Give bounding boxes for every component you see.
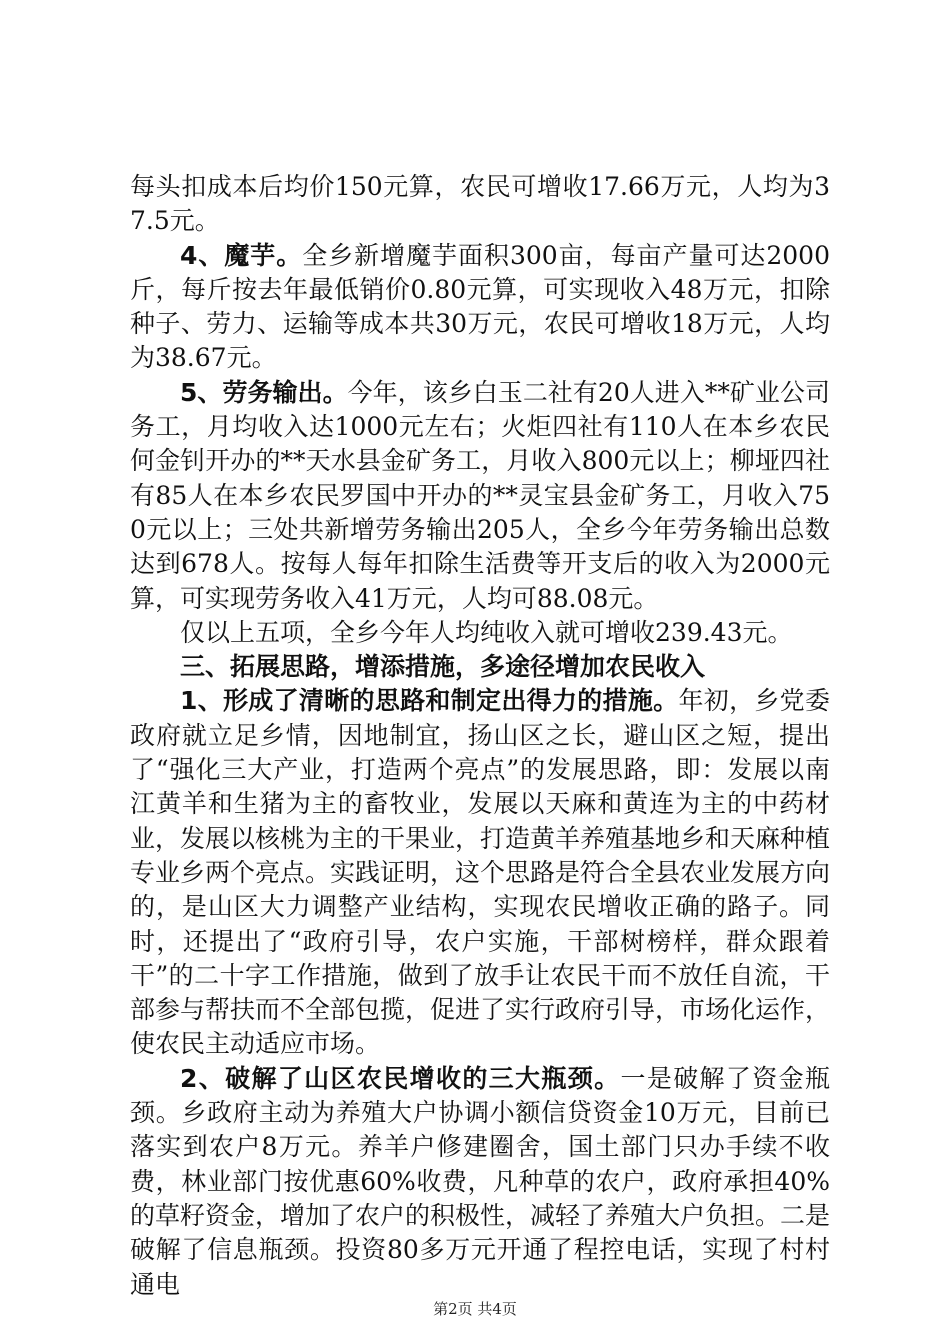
paragraph-summary	[130, 616, 830, 650]
paragraph-heading: 2、破解了山区农民增收的三大瓶颈。	[180, 1063, 621, 1093]
paragraph-continuation	[130, 170, 830, 239]
paragraph-heading: 4、魔芋。	[180, 240, 303, 270]
document-body	[130, 170, 830, 1302]
paragraph-text: 今年，该乡白玉二社有20人进入**矿业公司务工，月均收入达1000元左右；火炬四社有110人在本乡农民何金钊开办的**天水县金矿务工，月收入800元以上；柳垭四社有85人在本乡农民罗国中开办的**灵宝县金矿务工，月收入750元以上；三处共新增劳务输出205人，全乡今年劳务输出总数达到678人。按每人每年扣除生活费等开支后的收入为2000元算，可实现劳务收入41万元，人均可88.08元。	[130, 377, 830, 613]
paragraph-konjac	[130, 239, 830, 376]
section-heading: 三、拓展思路，增添措施，多途径增加农民收入	[180, 652, 706, 682]
paragraph-ideas	[130, 684, 830, 1061]
paragraph-labor-export	[130, 376, 830, 616]
paragraph-text: 年初，乡党委政府就立足乡情，因地制宜，扬山区之长，避山区之短，提出了“强化三大产业，打造两个亮点”的发展思路，即：发展以南江黄羊和生猪为主的畜牧业，发展以天麻和黄连为主的中药材业，发展以核桃为主的干果业，打造黄羊养殖基地乡和天麻种植专业乡两个亮点。实践证明，这个思路是符合全县农业发展方向的，是山区大力调整产业结构，实现农民增收正确的路子。同时，还提出了“政府引导，农户实施，干部树榜样，群众跟着干”的二十字工作措施，做到了放手让农民干而不放任自流，干部参与帮扶而不全部包揽，促进了实行政府引导，市场化运作，使农民主动适应市场。	[130, 686, 831, 1059]
paragraph-text: 一是破解了资金瓶颈。乡政府主动为养殖大户协调小额信贷资金10万元，目前已落实到农户8万元。养羊户修建圈舍，国土部门只办手续不收费，林业部门按优惠60%收费，凡种草的农户，政府承担40%的草籽资金，增加了农户的积极性，减轻了养殖大户负担。二是破解了信息瓶颈。投资80多万元开通了程控电话，实现了村村通电	[130, 1063, 831, 1299]
paragraph-text: 仅以上五项，全乡今年人均纯收入就可增收239.43元。	[180, 617, 793, 647]
section-heading-3	[130, 650, 830, 684]
paragraph-text: 每头扣成本后均价150元算，农民可增收17.66万元，人均为37.5元。	[130, 172, 830, 236]
paragraph-bottlenecks	[130, 1062, 830, 1302]
page-footer: 第2页 共4页	[433, 1300, 517, 1318]
paragraph-text: 全乡新增魔芋面积300亩，每亩产量可达2000斤，每斤按去年最低销价0.80元算，可实现收入48万元，扣除种子、劳力、运输等成本共30万元，农民可增收18万元，人均为38.67元。	[130, 240, 830, 373]
paragraph-heading: 5、劳务输出。	[180, 377, 348, 407]
paragraph-heading: 1、形成了清晰的思路和制定出得力的措施。	[180, 686, 679, 716]
